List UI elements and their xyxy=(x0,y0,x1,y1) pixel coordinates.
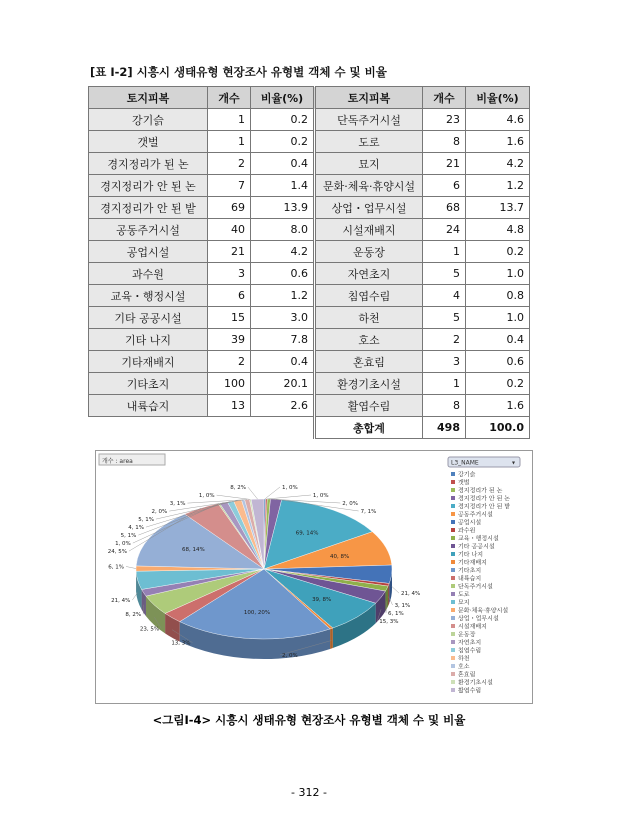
total-label: 총합계 xyxy=(315,417,423,439)
ratio-cell: 13.9 xyxy=(251,197,315,219)
legend-item: 경지정리가 안 된 밭 xyxy=(458,503,511,511)
table-row xyxy=(89,109,530,131)
land-cover-cell: 도로 xyxy=(315,131,423,153)
ratio-cell: 0.4 xyxy=(466,329,530,351)
pie-data-label: 6, 1% xyxy=(108,564,125,571)
count-cell: 24 xyxy=(423,219,466,241)
table-row xyxy=(89,241,530,263)
header-cell: 비율(%) xyxy=(466,87,530,109)
land-cover-cell: 내륙습지 xyxy=(89,395,208,417)
land-cover-cell: 강기슭 xyxy=(89,109,208,131)
count-cell: 100 xyxy=(208,373,251,395)
land-cover-cell: 활엽수림 xyxy=(315,395,423,417)
count-cell: 8 xyxy=(423,395,466,417)
land-cover-cell: 시설재배지 xyxy=(315,219,423,241)
table-row xyxy=(89,219,530,241)
header-cell: 비율(%) xyxy=(251,87,315,109)
page-number: - 312 - xyxy=(291,786,327,799)
leader-line xyxy=(126,566,136,568)
table-row xyxy=(89,153,530,175)
legend-item: 내륙습지 xyxy=(458,575,482,583)
pie-data-label: 40, 8% xyxy=(329,553,350,560)
pie-data-label: 13, 3% xyxy=(171,640,191,647)
land-cover-cell: 환경기초시설 xyxy=(315,373,423,395)
count-cell: 5 xyxy=(423,307,466,329)
count-cell: 6 xyxy=(423,175,466,197)
pie-data-label: 5, 1% xyxy=(138,517,154,524)
legend-swatch xyxy=(451,624,455,628)
legend-swatch xyxy=(451,608,455,612)
legend-swatch xyxy=(451,576,455,580)
pie-data-label: 2, 0% xyxy=(151,509,168,516)
pie-data-label: 39, 8% xyxy=(312,596,332,603)
ratio-cell: 4.8 xyxy=(466,219,530,241)
count-cell: 1 xyxy=(208,109,251,131)
land-cover-cell: 기타재배지 xyxy=(89,351,208,373)
table-row xyxy=(89,307,530,329)
land-cover-cell: 자연초지 xyxy=(315,263,423,285)
ratio-cell: 1.0 xyxy=(466,307,530,329)
land-cover-cell: 하천 xyxy=(315,307,423,329)
land-cover-cell: 경지정리가 안 된 밭 xyxy=(89,197,208,219)
land-cover-cell: 교육・행정시설 xyxy=(89,285,208,307)
legend-item: 기타 공공시설 xyxy=(458,543,495,551)
ratio-cell: 0.2 xyxy=(251,109,315,131)
pie-slice-side xyxy=(330,628,333,649)
legend-swatch xyxy=(451,488,455,492)
leader-line xyxy=(248,487,258,499)
land-cover-cell: 경지정리가 된 논 xyxy=(89,153,208,175)
legend-swatch xyxy=(451,584,455,588)
count-cell: 68 xyxy=(423,197,466,219)
pie-data-label: 23, 5% xyxy=(139,626,160,633)
land-cover-cell: 침엽수림 xyxy=(315,285,423,307)
ratio-cell: 0.4 xyxy=(251,153,315,175)
legend-swatch xyxy=(451,664,455,668)
count-cell: 1 xyxy=(423,373,466,395)
total-count: 498 xyxy=(423,417,466,439)
land-cover-cell: 과수원 xyxy=(89,263,208,285)
ratio-cell: 7.8 xyxy=(251,329,315,351)
legend-swatch xyxy=(451,600,455,604)
count-cell: 21 xyxy=(423,153,466,175)
pie-data-label: 1, 0% xyxy=(282,485,298,492)
legend-swatch xyxy=(451,544,455,548)
legend-swatch xyxy=(451,560,455,564)
chevron-down-icon[interactable]: ▾ xyxy=(512,459,516,467)
land-cover-cell: 기타 나지 xyxy=(89,329,208,351)
legend-swatch xyxy=(451,592,455,596)
land-cover-cell: 혼효림 xyxy=(315,351,423,373)
ratio-cell: 0.2 xyxy=(466,373,530,395)
legend-item: 상업・업무시설 xyxy=(458,615,499,623)
legend-swatch xyxy=(451,528,455,532)
table-row xyxy=(89,131,530,153)
legend-swatch xyxy=(451,472,455,476)
legend-swatch xyxy=(451,680,455,684)
land-cover-cell: 상업・업무시설 xyxy=(315,197,423,219)
land-cover-cell: 경지정리가 안 된 논 xyxy=(89,175,208,197)
table-row xyxy=(89,175,530,197)
legend-swatch xyxy=(451,552,455,556)
ratio-cell: 4.2 xyxy=(251,241,315,263)
pie-data-label: 3, 1% xyxy=(169,501,186,508)
count-cell: 4 xyxy=(423,285,466,307)
leader-line xyxy=(266,495,310,499)
count-cell: 5 xyxy=(423,263,466,285)
legend-item: 하천 xyxy=(458,655,470,663)
legend-item: 기타초지 xyxy=(458,567,482,575)
ratio-cell: 1.0 xyxy=(466,263,530,285)
leader-line xyxy=(217,495,251,499)
count-cell: 8 xyxy=(423,131,466,153)
pie-data-label: 8, 2% xyxy=(230,485,246,492)
count-cell: 39 xyxy=(208,329,251,351)
ratio-cell: 4.2 xyxy=(466,153,530,175)
ratio-cell: 0.2 xyxy=(251,131,315,153)
legend-item: 갯벌 xyxy=(458,479,470,487)
land-cover-cell: 단독주거시설 xyxy=(315,109,423,131)
legend-swatch xyxy=(451,520,455,524)
ratio-cell: 0.6 xyxy=(466,351,530,373)
land-cover-cell: 공동주거시설 xyxy=(89,219,208,241)
pie-data-label: 1, 0% xyxy=(198,493,215,500)
legend-swatch xyxy=(451,632,455,636)
ratio-cell: 1.2 xyxy=(251,285,315,307)
legend-swatch xyxy=(451,616,455,620)
pie-data-label: 3, 1% xyxy=(394,603,411,610)
legend-title: L3_NAME xyxy=(451,459,479,467)
count-cell: 2 xyxy=(423,329,466,351)
table-row xyxy=(89,373,530,395)
land-cover-cell: 운동장 xyxy=(315,241,423,263)
pie-data-label: 21, 4% xyxy=(400,591,421,598)
count-cell: 69 xyxy=(208,197,251,219)
pie-data-label: 1, 0% xyxy=(312,493,329,500)
legend-item: 자연초지 xyxy=(458,639,482,647)
legend-swatch xyxy=(451,640,455,644)
land-cover-cell: 기타초지 xyxy=(89,373,208,395)
ratio-cell: 2.6 xyxy=(251,395,315,417)
header-cell: 개수 xyxy=(208,87,251,109)
legend-swatch xyxy=(451,480,455,484)
pie-data-label: 15, 3% xyxy=(379,619,399,626)
header-cell: 개수 xyxy=(423,87,466,109)
pie-data-label: 1, 0% xyxy=(115,541,131,548)
legend-item: 공동주거시설 xyxy=(458,511,493,519)
legend-item: 기타재배지 xyxy=(458,559,487,567)
pie-data-label: 2, 0% xyxy=(342,501,359,508)
ratio-cell: 0.4 xyxy=(251,351,315,373)
legend-item: 활엽수림 xyxy=(458,687,482,695)
legend-swatch xyxy=(451,656,455,660)
ratio-cell: 0.8 xyxy=(466,285,530,307)
ratio-cell: 8.0 xyxy=(251,219,315,241)
pie-data-label: 24, 5% xyxy=(107,549,127,556)
pie-data-label: 21, 4% xyxy=(111,598,131,605)
legend-item: 침엽수림 xyxy=(458,647,482,655)
legend-item: 기타 나지 xyxy=(458,551,484,559)
legend-swatch xyxy=(451,688,455,692)
header-cell: 토지피복 xyxy=(315,87,423,109)
legend-item: 교육・행정시설 xyxy=(458,535,499,543)
count-cell: 40 xyxy=(208,219,251,241)
legend-item: 운동장 xyxy=(458,631,476,639)
land-cover-table xyxy=(88,86,530,439)
pie-data-label: 8, 2% xyxy=(125,612,142,619)
field-label: 개수 : area xyxy=(102,458,133,465)
legend-item: 문화·체육·휴양시설 xyxy=(458,607,509,615)
count-cell: 21 xyxy=(208,241,251,263)
pie-data-label: 6, 1% xyxy=(388,611,404,618)
total-row xyxy=(89,417,530,439)
legend-swatch xyxy=(451,648,455,652)
legend-item: 묘지 xyxy=(458,599,470,607)
land-cover-cell: 기타 공공시설 xyxy=(89,307,208,329)
table-row xyxy=(89,285,530,307)
legend-item: 혼효림 xyxy=(458,671,476,679)
table-row xyxy=(89,395,530,417)
leader-line xyxy=(392,586,399,593)
figure-caption: <그림Ⅰ-4> 시흥시 생태유형 현장조사 유형별 객체 수 및 비율 xyxy=(152,713,466,727)
legend-swatch xyxy=(451,568,455,572)
pie-data-label: 4, 1% xyxy=(128,525,144,532)
count-cell: 2 xyxy=(208,153,251,175)
ratio-cell: 4.6 xyxy=(466,109,530,131)
pie-data-label: 100, 20% xyxy=(243,610,271,617)
count-cell: 2 xyxy=(208,351,251,373)
ratio-cell: 0.6 xyxy=(251,263,315,285)
count-cell: 1 xyxy=(208,131,251,153)
pie-data-label: 5, 1% xyxy=(120,533,137,540)
table-row xyxy=(89,329,530,351)
ratio-cell: 1.6 xyxy=(466,131,530,153)
land-cover-cell: 공업시설 xyxy=(89,241,208,263)
land-cover-cell: 갯벌 xyxy=(89,131,208,153)
ratio-cell: 20.1 xyxy=(251,373,315,395)
table-header-row xyxy=(89,87,530,109)
table-title: [표 Ⅰ-2] 시흥시 생태유형 현장조사 유형별 객체 수 및 비율 xyxy=(90,65,387,79)
pie-data-label: 7, 1% xyxy=(360,509,377,516)
header-cell: 토지피복 xyxy=(89,87,208,109)
pie-data-label: 68, 14% xyxy=(181,547,205,554)
ratio-cell: 1.2 xyxy=(466,175,530,197)
table-row xyxy=(89,351,530,373)
pie-chart-svg xyxy=(96,451,532,703)
pie-data-label: 2, 0% xyxy=(282,652,298,659)
legend-item: 경지정리가 된 논 xyxy=(458,487,503,495)
blank-cell xyxy=(89,417,315,439)
pie-data-label: 69, 14% xyxy=(295,530,319,537)
legend-item: 환경기초시설 xyxy=(458,679,493,687)
legend-swatch xyxy=(451,536,455,540)
count-cell: 3 xyxy=(423,351,466,373)
count-cell: 15 xyxy=(208,307,251,329)
total-ratio: 100.0 xyxy=(466,417,530,439)
legend-swatch xyxy=(451,672,455,676)
legend-swatch xyxy=(451,496,455,500)
table-row xyxy=(89,263,530,285)
ratio-cell: 1.4 xyxy=(251,175,315,197)
legend-item: 호소 xyxy=(458,663,470,671)
table-row xyxy=(89,197,530,219)
land-cover-cell: 호소 xyxy=(315,329,423,351)
legend-item: 경지정리가 안 된 논 xyxy=(458,495,511,503)
count-cell: 13 xyxy=(208,395,251,417)
land-cover-cell: 묘지 xyxy=(315,153,423,175)
count-cell: 23 xyxy=(423,109,466,131)
pie-slice-side xyxy=(388,583,389,606)
count-cell: 3 xyxy=(208,263,251,285)
ratio-cell: 0.2 xyxy=(466,241,530,263)
ratio-cell: 3.0 xyxy=(251,307,315,329)
legend-item: 강기슭 xyxy=(458,471,476,479)
legend-item: 공업시설 xyxy=(458,519,482,527)
legend-item: 과수원 xyxy=(458,527,476,535)
legend-swatch xyxy=(451,512,455,516)
count-cell: 6 xyxy=(208,285,251,307)
leader-line xyxy=(265,487,280,499)
ratio-cell: 13.7 xyxy=(466,197,530,219)
legend-item: 단독주거시설 xyxy=(458,583,493,591)
count-cell: 7 xyxy=(208,175,251,197)
legend-swatch xyxy=(451,504,455,508)
legend-item: 도로 xyxy=(458,591,470,599)
legend-item: 시설재배지 xyxy=(458,623,487,631)
land-cover-cell: 문화·체육·휴양시설 xyxy=(315,175,423,197)
ratio-cell: 1.6 xyxy=(466,395,530,417)
pie-chart xyxy=(95,450,533,704)
count-cell: 1 xyxy=(423,241,466,263)
